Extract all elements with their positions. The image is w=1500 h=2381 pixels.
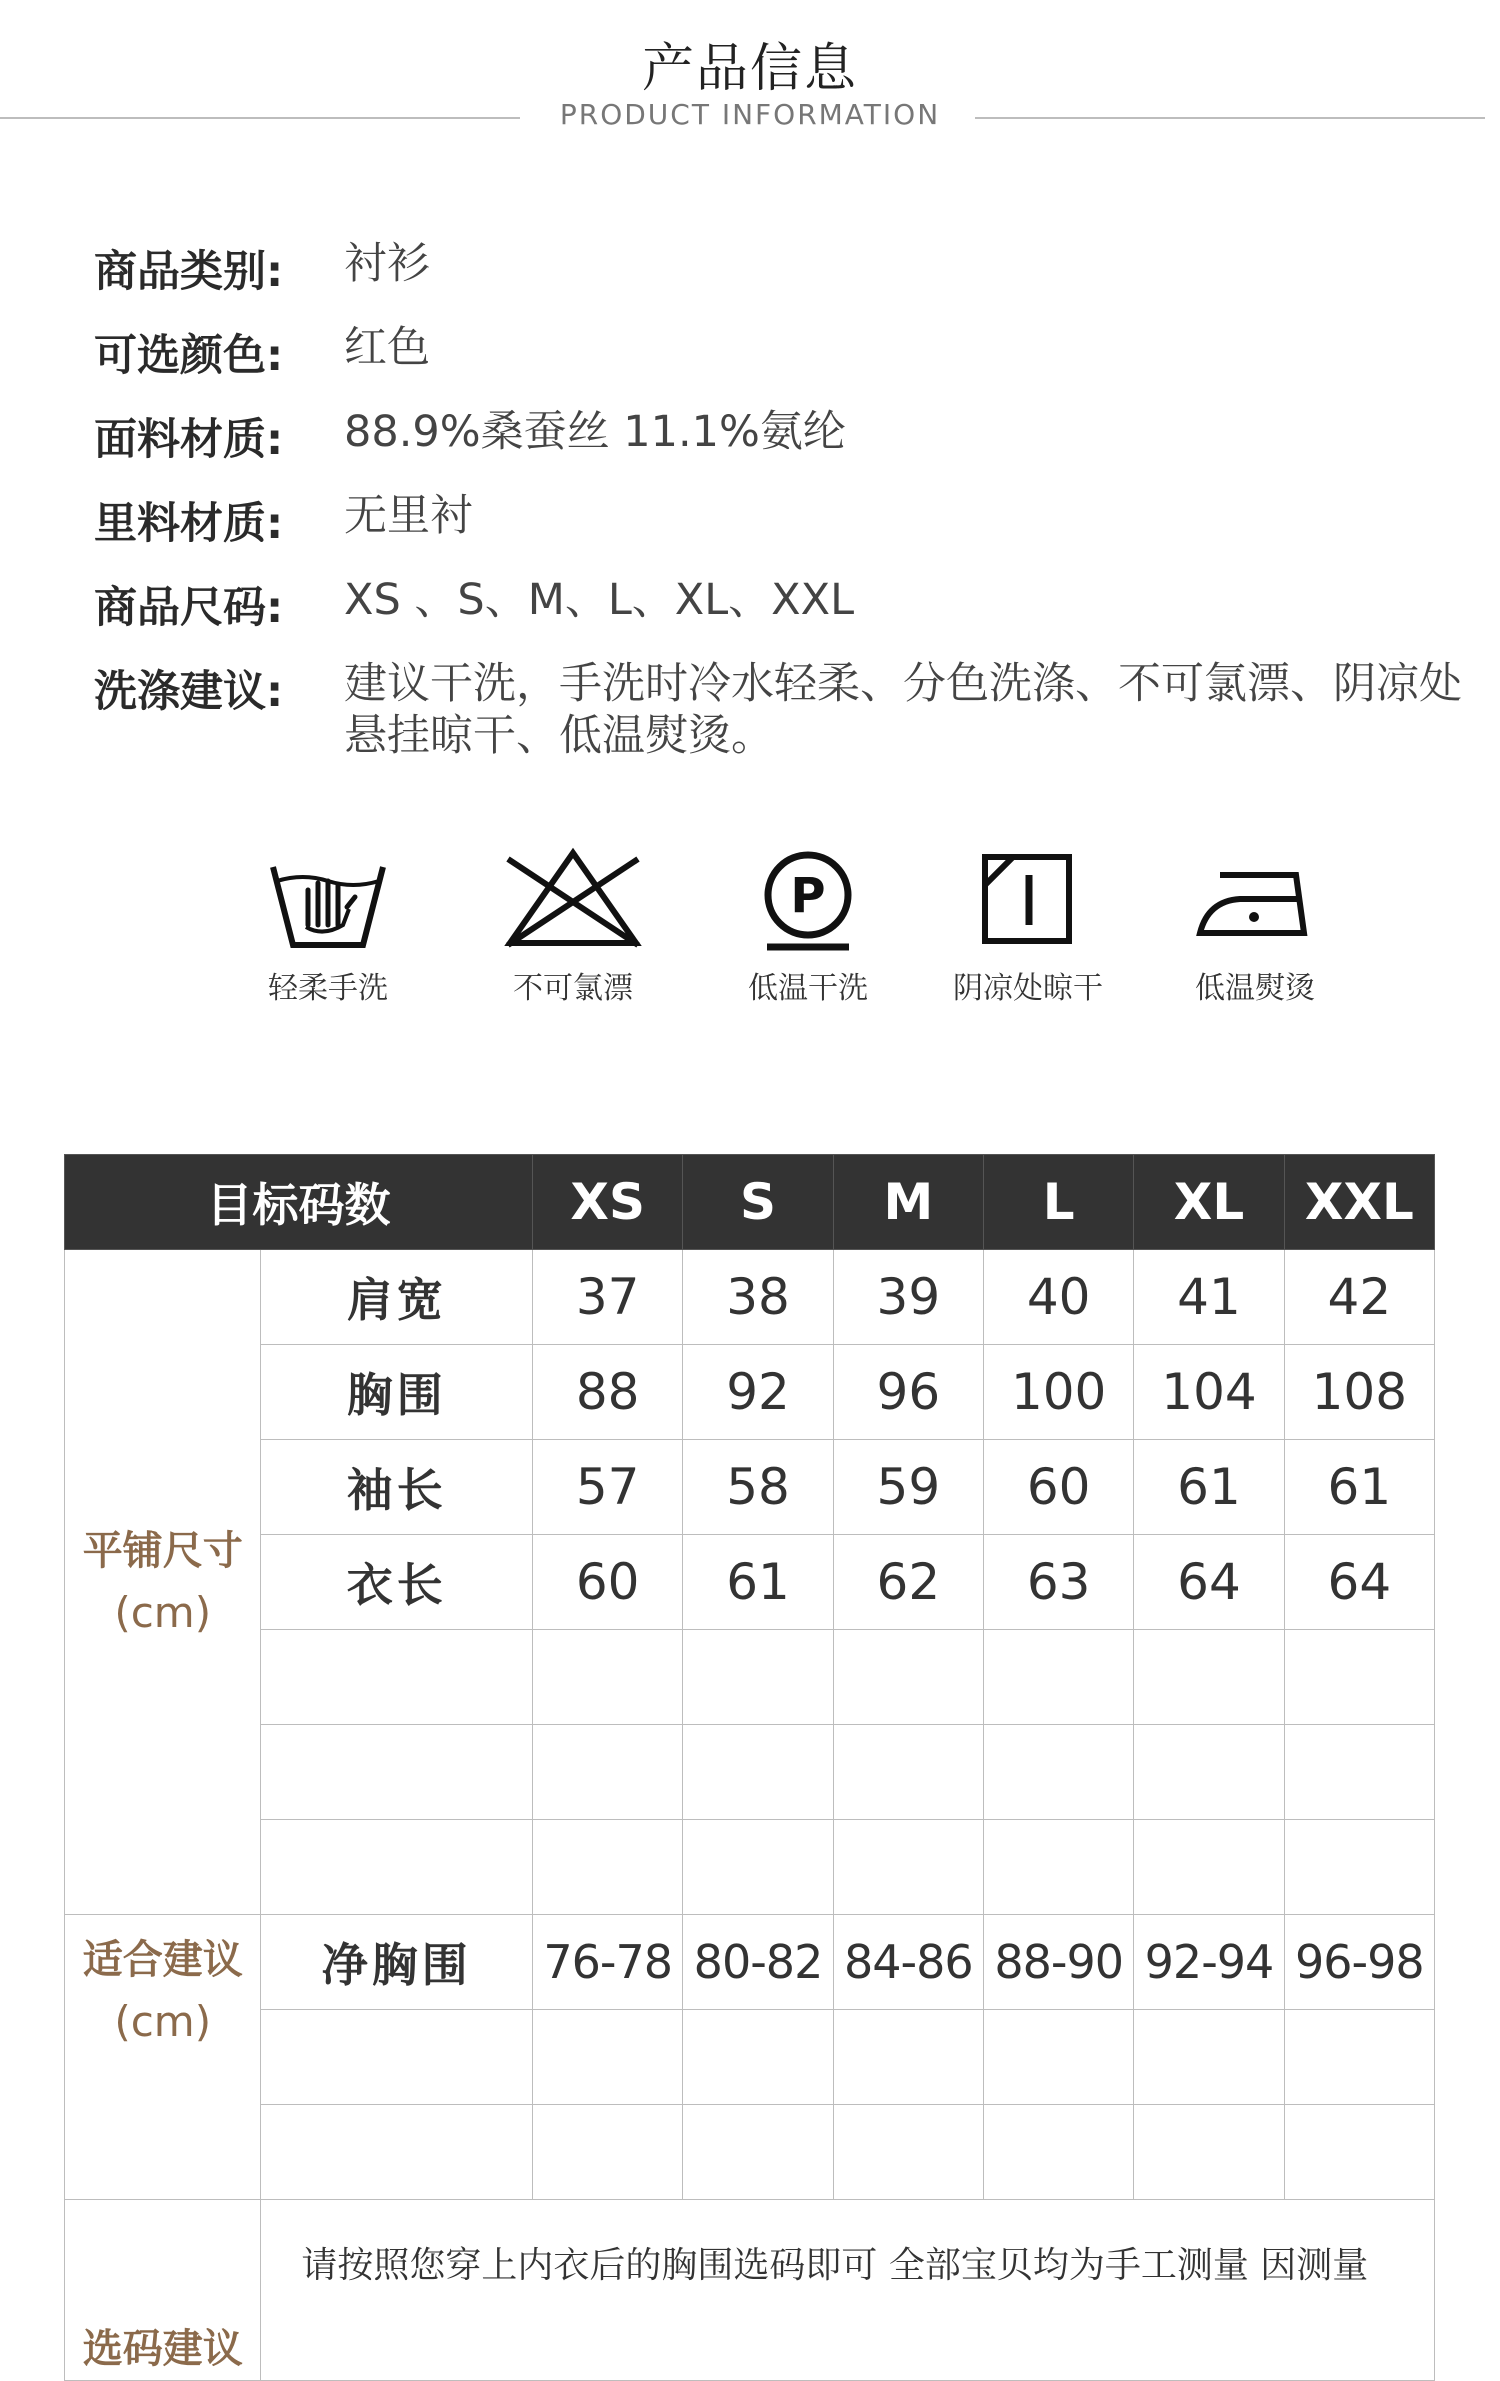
care-label: 阴凉处晾干 <box>953 971 1103 1006</box>
table-cell: 39 <box>833 1250 983 1345</box>
care-instructions <box>0 845 1500 1025</box>
care-item-shade-dry <box>928 845 1128 1007</box>
table-row-note <box>65 2200 1435 2381</box>
info-row-sizes <box>94 574 1474 658</box>
table-cell-empty <box>533 1630 683 1725</box>
table-cell-empty <box>1284 1725 1434 1820</box>
info-row-washing <box>94 658 1474 778</box>
info-label: 洗涤建议: <box>94 667 284 717</box>
table-cell-empty <box>533 1820 683 1915</box>
table-cell-empty <box>533 1725 683 1820</box>
table-cell: 57 <box>533 1440 683 1535</box>
table-cell: 59 <box>833 1440 983 1535</box>
table-cell-empty <box>533 2105 683 2200</box>
care-label: 不可氯漂 <box>513 971 633 1006</box>
table-cell: 76-78 <box>533 1915 683 2010</box>
size-header-corner: 目标码数 <box>65 1155 533 1250</box>
table-cell: 40 <box>984 1250 1134 1345</box>
table-cell-empty <box>683 1820 833 1915</box>
table-row <box>65 1915 1435 2010</box>
group-label-unit: (cm) <box>114 1997 212 2046</box>
hand-wash-icon <box>228 845 428 955</box>
table-cell-empty <box>833 2010 983 2105</box>
info-label: 面料材质: <box>94 415 284 465</box>
table-cell: 108 <box>1284 1345 1434 1440</box>
table-cell-empty <box>683 2010 833 2105</box>
care-label: 低温干洗 <box>748 971 868 1006</box>
info-label: 商品尺码: <box>94 583 284 633</box>
info-row-lining <box>94 490 1474 574</box>
low-iron-icon <box>1155 845 1355 955</box>
table-cell: 100 <box>984 1345 1134 1440</box>
table-cell-empty <box>1134 1820 1284 1915</box>
table-cell: 60 <box>533 1535 683 1630</box>
row-header: 胸围 <box>261 1345 533 1440</box>
table-cell-empty <box>984 2105 1134 2200</box>
table-cell-empty <box>984 1820 1134 1915</box>
svg-text:P: P <box>790 868 826 924</box>
table-cell: 96 <box>833 1345 983 1440</box>
table-row <box>65 1250 1435 1345</box>
table-row-empty <box>65 1820 1435 1915</box>
table-row <box>65 1535 1435 1630</box>
table-cell-empty <box>261 1820 533 1915</box>
table-cell: 37 <box>533 1250 683 1345</box>
group-label-size-advice <box>65 2200 261 2381</box>
no-bleach-icon <box>473 845 673 955</box>
table-cell: 62 <box>833 1535 983 1630</box>
table-cell: 88 <box>533 1345 683 1440</box>
table-cell: 96-98 <box>1284 1915 1434 2010</box>
table-cell: 58 <box>683 1440 833 1535</box>
table-cell-empty <box>1284 2105 1434 2200</box>
table-cell-empty <box>1134 2010 1284 2105</box>
table-cell: 61 <box>1134 1440 1284 1535</box>
size-header-l: L <box>984 1155 1134 1250</box>
care-item-no-bleach <box>473 845 673 1007</box>
row-header: 肩宽 <box>261 1250 533 1345</box>
row-header: 袖长 <box>261 1440 533 1535</box>
info-value: 衬衫 <box>344 239 430 289</box>
table-cell-empty <box>261 2010 533 2105</box>
care-label: 轻柔手洗 <box>268 971 388 1006</box>
row-header: 衣长 <box>261 1535 533 1630</box>
group-label-text: 平铺尺寸 <box>82 1528 243 1574</box>
table-cell-empty <box>683 2105 833 2200</box>
info-value: 建议干洗，手洗时冷水轻柔、分色洗涤、不可氯漂、阴凉处悬挂晾干、低温熨烫。 <box>344 659 1462 761</box>
group-label-text: 选码建议 <box>82 2326 243 2372</box>
info-label: 里料材质: <box>94 499 284 549</box>
table-cell-empty <box>1134 2105 1284 2200</box>
size-header-m: M <box>833 1155 983 1250</box>
product-info <box>94 238 1474 778</box>
table-cell-empty <box>261 2105 533 2200</box>
care-item-dry-clean <box>708 845 908 1007</box>
table-cell: 92-94 <box>1134 1915 1284 2010</box>
group-label-fit <box>65 1915 261 2200</box>
group-label-flat <box>65 1250 261 1915</box>
shade-dry-icon <box>928 845 1128 955</box>
table-cell: 92 <box>683 1345 833 1440</box>
table-cell-empty <box>984 1725 1134 1820</box>
table-cell-empty <box>833 1725 983 1820</box>
table-cell: 80-82 <box>683 1915 833 2010</box>
table-cell-empty <box>1134 1630 1284 1725</box>
size-table <box>64 1154 1435 2381</box>
table-cell-empty <box>833 1630 983 1725</box>
table-cell: 41 <box>1134 1250 1284 1345</box>
table-cell: 64 <box>1134 1535 1284 1630</box>
care-label: 低温熨烫 <box>1195 971 1315 1006</box>
table-row-empty <box>65 2010 1435 2105</box>
page-subtitle: PRODUCT INFORMATION <box>559 98 941 131</box>
group-label-text: 适合建议 <box>82 1937 243 1983</box>
info-row-color <box>94 322 1474 406</box>
table-cell: 63 <box>984 1535 1134 1630</box>
table-cell: 42 <box>1284 1250 1434 1345</box>
header-divider-right <box>975 117 1485 119</box>
group-label-unit: (cm) <box>114 1588 212 1637</box>
size-header-s: S <box>683 1155 833 1250</box>
table-row-empty <box>65 2105 1435 2200</box>
size-header-xl: XL <box>1134 1155 1284 1250</box>
table-cell-empty <box>1284 1820 1434 1915</box>
size-header-xxl: XXL <box>1284 1155 1434 1250</box>
table-cell-empty <box>833 1820 983 1915</box>
table-cell-empty <box>984 1630 1134 1725</box>
table-cell-empty <box>1284 1630 1434 1725</box>
table-cell-empty <box>833 2105 983 2200</box>
info-label: 可选颜色: <box>94 331 284 381</box>
table-cell-empty <box>984 2010 1134 2105</box>
care-item-low-iron <box>1155 845 1355 1007</box>
table-cell: 61 <box>683 1535 833 1630</box>
table-cell: 64 <box>1284 1535 1434 1630</box>
table-cell-empty <box>261 1630 533 1725</box>
info-value: 88.9%桑蚕丝 11.1%氨纶 <box>344 407 846 457</box>
table-row-empty <box>65 1725 1435 1820</box>
table-row-empty <box>65 1630 1435 1725</box>
table-cell-empty <box>1284 2010 1434 2105</box>
page-title: 产品信息 <box>641 39 858 99</box>
info-label: 商品类别: <box>94 247 284 297</box>
table-cell: 38 <box>683 1250 833 1345</box>
info-row-fabric <box>94 406 1474 490</box>
table-cell-empty <box>1134 1725 1284 1820</box>
info-value: XS 、S、M、L、XL、XXL <box>344 575 855 625</box>
table-cell: 60 <box>984 1440 1134 1535</box>
care-item-hand-wash <box>228 845 428 1007</box>
info-value: 红色 <box>344 323 430 373</box>
size-header-row <box>65 1155 1435 1250</box>
info-row-category <box>94 238 1474 322</box>
table-cell-empty <box>683 1725 833 1820</box>
table-cell: 84-86 <box>833 1915 983 2010</box>
info-value: 无里衬 <box>344 491 473 541</box>
table-row <box>65 1440 1435 1535</box>
table-cell: 104 <box>1134 1345 1284 1440</box>
table-row <box>65 1345 1435 1440</box>
size-advice-note: 请按照您穿上内衣后的胸围选码即可 全部宝贝均为手工测量 因测量 <box>261 2200 1435 2381</box>
table-cell: 61 <box>1284 1440 1434 1535</box>
row-header: 净胸围 <box>261 1915 533 2010</box>
size-header-xs: XS <box>533 1155 683 1250</box>
table-cell-empty <box>261 1725 533 1820</box>
table-cell-empty <box>683 1630 833 1725</box>
dry-clean-p-icon <box>708 845 908 955</box>
table-cell: 88-90 <box>984 1915 1134 2010</box>
table-cell-empty <box>533 2010 683 2105</box>
